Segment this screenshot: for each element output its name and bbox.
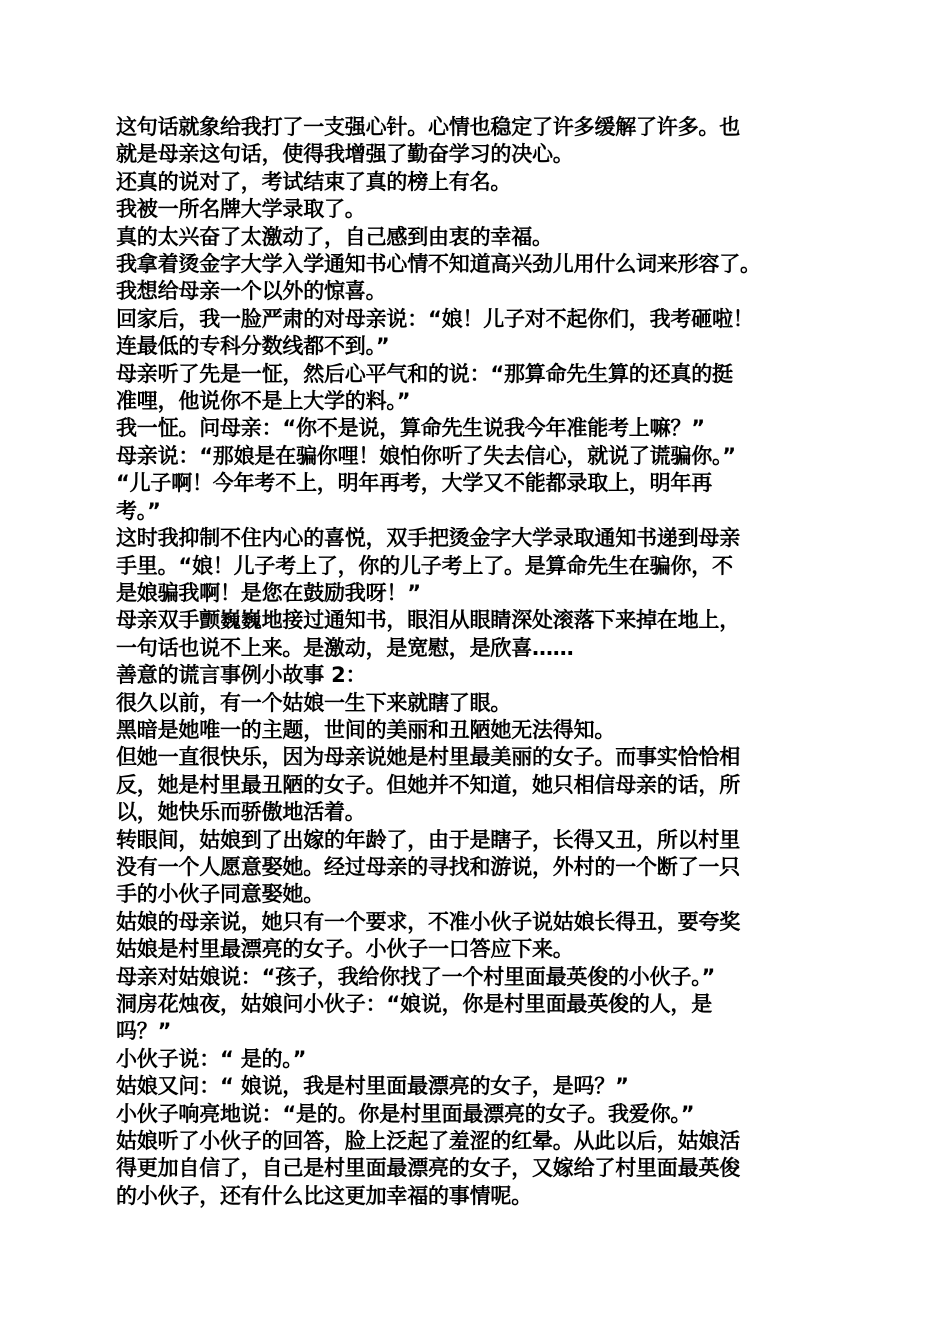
text-line: 母亲对姑娘说：“孩子，我给你找了一个村里面最英俊的小伙子。” (116, 964, 716, 989)
document-body (116, 114, 846, 1210)
paragraph (116, 827, 846, 909)
text-line: 母亲听了先是一怔，然后心平气和的说：“那算命先生算的还真的挺 (116, 361, 733, 386)
text-line: 手的小伙子同意娶她。 (116, 882, 324, 907)
text-line: 母亲说：“那娘是在骗你哩！娘怕你听了失去信心，就说了谎骗你。” (116, 443, 736, 468)
paragraph (116, 1046, 846, 1073)
text-line: 手里。“娘！儿子考上了，你的儿子考上了。是算命先生在骗你，不 (116, 553, 733, 578)
paragraph (116, 224, 846, 251)
text-line: 就是母亲这句话，使得我增强了勤奋学习的决心。 (116, 142, 574, 167)
paragraph (116, 1073, 846, 1100)
paragraph (116, 114, 846, 169)
text-line: 我想给母亲一个以外的惊喜。 (116, 279, 387, 304)
text-line: 以，她快乐而骄傲地活着。 (116, 800, 366, 825)
text-line: 回家后，我一脸严肃的对母亲说：“娘！儿子对不起你们，我考砸啦！ (116, 306, 754, 331)
text-line: 很久以前，有一个姑娘一生下来就瞎了眼。 (116, 690, 512, 715)
text-line: 反，她是村里最丑陋的女子。但她并不知道，她只相信母亲的话，所 (116, 772, 740, 797)
paragraph (116, 525, 846, 607)
paragraph (116, 196, 846, 223)
text-line: 洞房花烛夜，姑娘问小伙子：“娘说，你是村里面最英俊的人，是 (116, 992, 712, 1016)
paragraph (116, 690, 846, 717)
paragraph (116, 306, 846, 361)
text-line: 得更加自信了，自己是村里面最漂亮的女子，又嫁给了村里面最英俊 (116, 1156, 740, 1181)
paragraph (116, 964, 846, 991)
text-line: “儿子啊！今年考不上，明年再考，大学又不能都录取上，明年再 (116, 471, 712, 496)
text-line: 姑娘听了小伙子的回答，脸上泛起了羞涩的红晕。从此以后，姑娘活 (116, 1129, 740, 1154)
text-line: 转眼间，姑娘到了出嫁的年龄了，由于是瞎子，长得又丑，所以村里 (116, 827, 740, 852)
text-line: 一句话也说不上来。是激动，是宽慰，是欣喜…… (116, 635, 574, 660)
text-line: 善意的谎言事例小故事 2： (116, 663, 367, 688)
paragraph (116, 662, 846, 689)
text-line: 母亲双手颤巍巍地接过通知书，眼泪从眼睛深处滚落下来掉在地上， (116, 608, 740, 633)
text-line: 真的太兴奋了太激动了，自己感到由衷的幸福。 (116, 224, 553, 249)
text-line: 但她一直很快乐，因为母亲说她是村里最美丽的女子。而事实恰恰相 (116, 745, 740, 770)
text-line: 我一怔。问母亲：“你不是说，算命先生说我今年准能考上嘛？” (116, 416, 705, 441)
paragraph (116, 1128, 846, 1210)
text-line: 这时我抑制不住内心的喜悦，双手把烫金字大学录取通知书递到母亲 (116, 526, 740, 551)
text-line: 小伙子说：“ 是的。” (116, 1046, 307, 1071)
text-line: 连最低的专科分数线都不到。” (116, 334, 390, 359)
text-line: 考。” (116, 498, 161, 523)
paragraph (116, 717, 846, 744)
paragraph (116, 278, 846, 305)
text-line: 小伙子响亮地说：“是的。你是村里面最漂亮的女子。我爱你。” (116, 1101, 695, 1126)
paragraph (116, 991, 846, 1046)
text-line: 还真的说对了，考试结束了真的榜上有名。 (116, 169, 512, 194)
paragraph (116, 1101, 846, 1128)
paragraph (116, 251, 846, 278)
paragraph (116, 443, 846, 470)
text-line: 我被一所名牌大学录取了。 (116, 197, 366, 222)
paragraph (116, 169, 846, 196)
text-line: 准哩，他说你不是上大学的料。” (116, 389, 411, 414)
text-line: 姑娘的母亲说，她只有一个要求，不准小伙子说姑娘长得丑，要夸奖 (116, 909, 740, 934)
text-line: 姑娘又问：“ 娘说，我是村里面最漂亮的女子，是吗？” (116, 1074, 629, 1099)
paragraph (116, 909, 846, 964)
paragraph (116, 744, 846, 826)
text-line: 我拿着烫金字大学入学通知书心情不知道高兴劲儿用什么词来形容了。 (116, 252, 761, 277)
text-line: 这句话就象给我打了一支强心针。心情也稳定了许多缓解了许多。也 (116, 115, 740, 139)
text-line: 姑娘是村里最漂亮的女子。小伙子一口答应下来。 (116, 937, 574, 962)
paragraph (116, 470, 846, 525)
paragraph (116, 361, 846, 416)
text-line: 的小伙子，还有什么比这更加幸福的事情呢。 (116, 1183, 532, 1208)
text-line: 黑暗是她唯一的主题，世间的美丽和丑陋她无法得知。 (116, 717, 616, 742)
text-line: 吗？” (116, 1019, 172, 1044)
text-line: 没有一个人愿意娶她。经过母亲的寻找和游说，外村的一个断了一只 (116, 854, 740, 879)
text-line: 是娘骗我啊！是您在鼓励我呀！” (116, 580, 421, 605)
paragraph (116, 415, 846, 442)
paragraph (116, 607, 846, 662)
